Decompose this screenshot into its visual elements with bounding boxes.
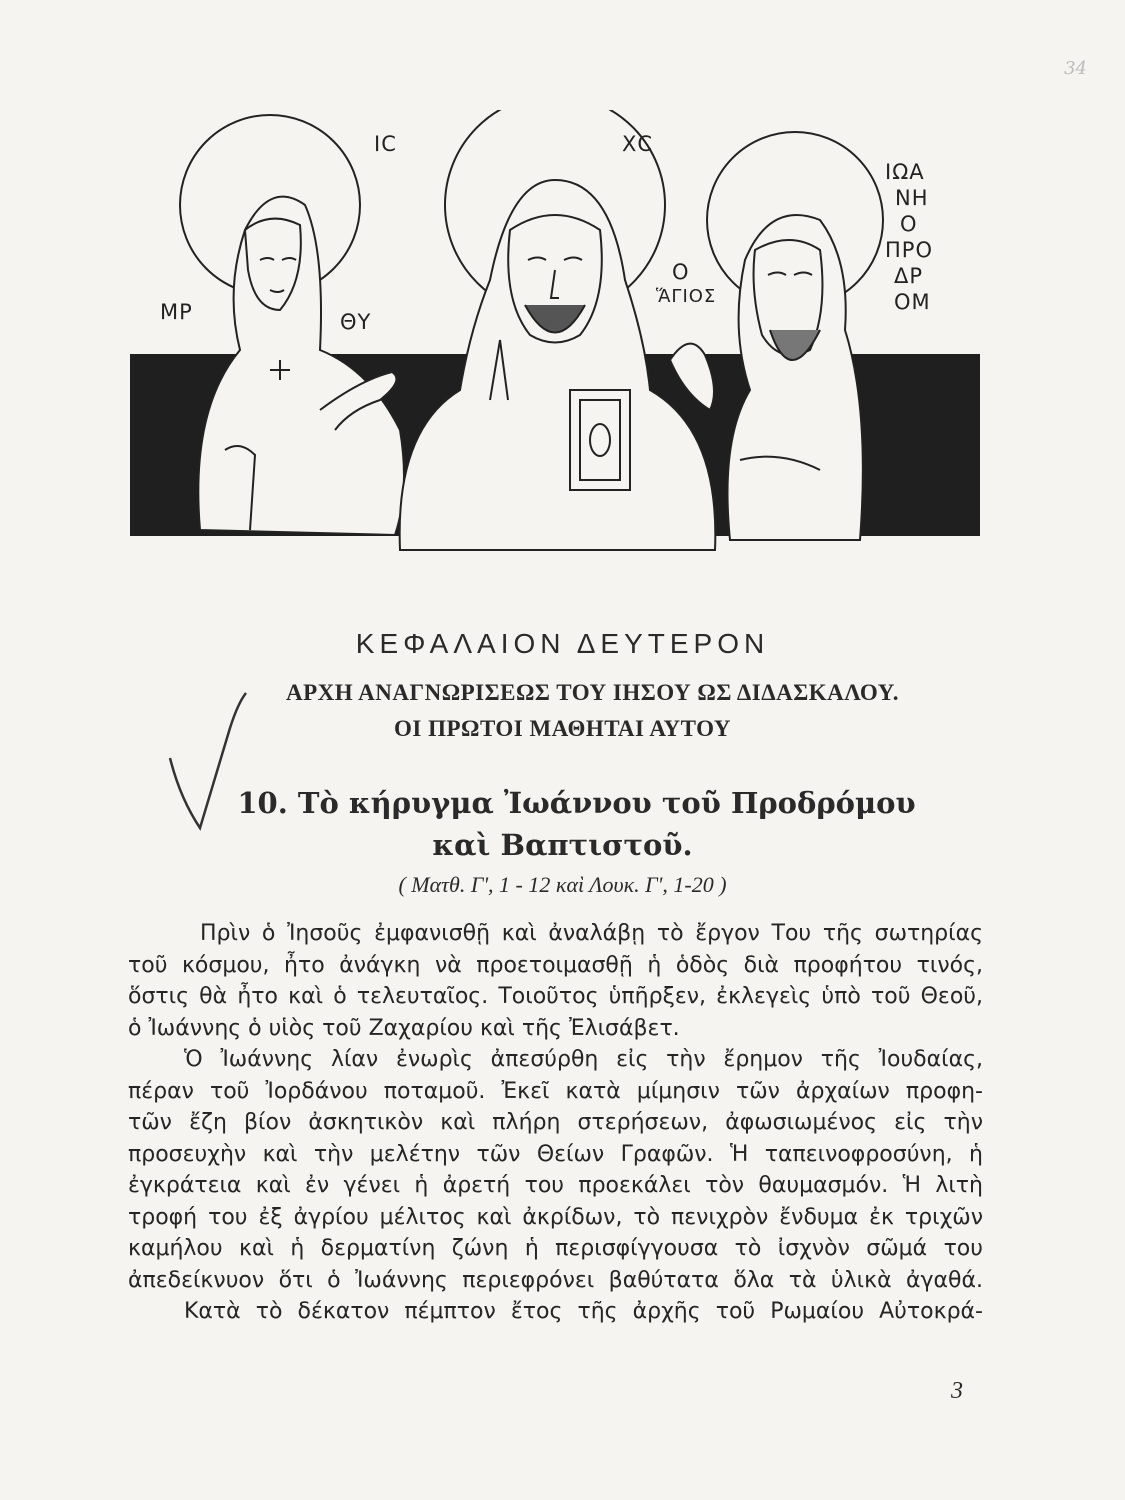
icon-label-xc: ΧC — [622, 132, 654, 156]
section-title-line-1: 10. Τὸ κήρυγμα Ἰωάννου τοῦ Προδρόμου — [237, 786, 916, 820]
icon-label-om: ΟΜ — [894, 290, 931, 314]
text-line: Κατὰ τὸ δέκατον πέμπτον ἔτος τῆς ἀρχῆς τοῦ Ρωμαίου Αὐτοκρά- — [184, 1299, 983, 1324]
paragraph-2 — [128, 1044, 983, 1296]
icon-label-dr: ΔΡ — [894, 264, 924, 288]
corner-page-number: 34 — [1064, 58, 1087, 79]
icon-label-ioa: ΙΩΑ — [885, 160, 925, 184]
icon-label-o2: Ο — [900, 212, 918, 236]
icon-label-pro: ΠΡΟ — [885, 238, 933, 262]
chapter-heading: ΚΕΦΑΛΑΙΟΝ ΔΕΥΤΕΡΟΝ — [355, 628, 770, 659]
text-line: πέραν τοῦ Ἰορδάνου ποταμοῦ. Ἐκεῖ κατὰ μίμησιν τῶν ἀρχαίων προφη- — [128, 1078, 983, 1104]
icon-label-agios: ἍΓΙΟΣ — [656, 286, 717, 307]
page-number: 3 — [951, 1378, 963, 1404]
subheading-line-1: ΑΡΧΗ ΑΝΑΓΝΩΡΙΣΕΩΣ ΤΟΥ ΙΗΣΟΥ ΩΣ ΔΙΔΑΣΚΑΛΟΥ. — [285, 680, 899, 705]
section-title-line-2: καὶ Βαπτιστοῦ. — [432, 828, 693, 862]
text-line: Ὁ Ἰωάννης λίαν ἐνωρὶς ἀπεσύρθη εἰς τὴν ἔρημον τῆς Ἰουδαίας, — [184, 1047, 983, 1072]
paragraph-1 — [128, 918, 983, 1044]
icon-label-o: Ο — [672, 260, 690, 284]
deesis-icon — [130, 110, 980, 580]
icon-label-nh: ΝΗ — [895, 186, 929, 210]
icon-label-ic: ΙC — [374, 132, 397, 156]
text-line: ἀπεδείκνυον ὅτι ὁ Ἰωάννης περιεφρόνει βαθύτατα ὅλα τὰ ὑλικὰ ἀγαθά. — [128, 1267, 983, 1293]
text-line: προσευχὴν καὶ τὴν μελέτην τῶν Θείων Γραφῶν. Ἡ ταπεινοφροσύνη, ἡ — [128, 1141, 983, 1167]
text-line: ἐγκράτεια καὶ ἐν γένει ἡ ἀρετή του προεκάλει τὸν θαυμασμόν. Ἡ λιτὴ — [128, 1173, 983, 1198]
christ-figure — [400, 110, 716, 550]
subheading-line-2: ΟΙ ΠΡΩΤΟΙ ΜΑΘΗΤΑΙ ΑΥΤΟΥ — [394, 716, 731, 741]
text-line: τῶν ἔζη βίον ἀσκητικὸν καὶ πλήρη στερήσεων, ἀφωσιωμένος εἰς τὴν — [128, 1110, 983, 1135]
icon-label-thu: ΘΥ — [340, 310, 372, 334]
paragraph-3 — [128, 1296, 983, 1328]
scripture-reference: ( Ματθ. Γ', 1 - 12 καὶ Λουκ. Γ', 1-20 ) — [398, 872, 727, 897]
text-line: τροφή του ἐξ ἀγρίου μέλιτος καὶ ἀκρίδων, τὸ πενιχρὸν ἔνδυμα ἐκ τριχῶν — [128, 1204, 983, 1230]
body-text — [128, 918, 983, 1328]
text-line: καμήλου καὶ ἡ δερματίνη ζώνη ἡ περισφίγγουσα τὸ ἰσχνὸν σῶμά του — [128, 1236, 983, 1261]
text-line: ὁ Ἰωάννης ὁ υἱὸς τοῦ Ζαχαρίου καὶ τῆς Ἐλισάβετ. — [128, 1015, 680, 1041]
text-line: ὅστις θὰ ἦτο καὶ ὁ τελευταῖος. Τοιοῦτος ὑπῆρξεν, ἐκλεγεὶς ὑπὸ τοῦ Θεοῦ, — [128, 984, 983, 1009]
icon-illustration — [130, 110, 980, 580]
icon-label-mr: ΜΡ — [160, 300, 193, 324]
text-line: τοῦ κόσμου, ἦτο ἀνάγκη νὰ προετοιμασθῇ ἡ ὁδὸς διὰ προφήτου τινός, — [128, 952, 983, 978]
text-line: Πρὶν ὁ Ἰησοῦς ἐμφανισθῇ καὶ ἀναλάβῃ τὸ ἔργον Του τῆς σωτηρίας — [200, 921, 983, 946]
